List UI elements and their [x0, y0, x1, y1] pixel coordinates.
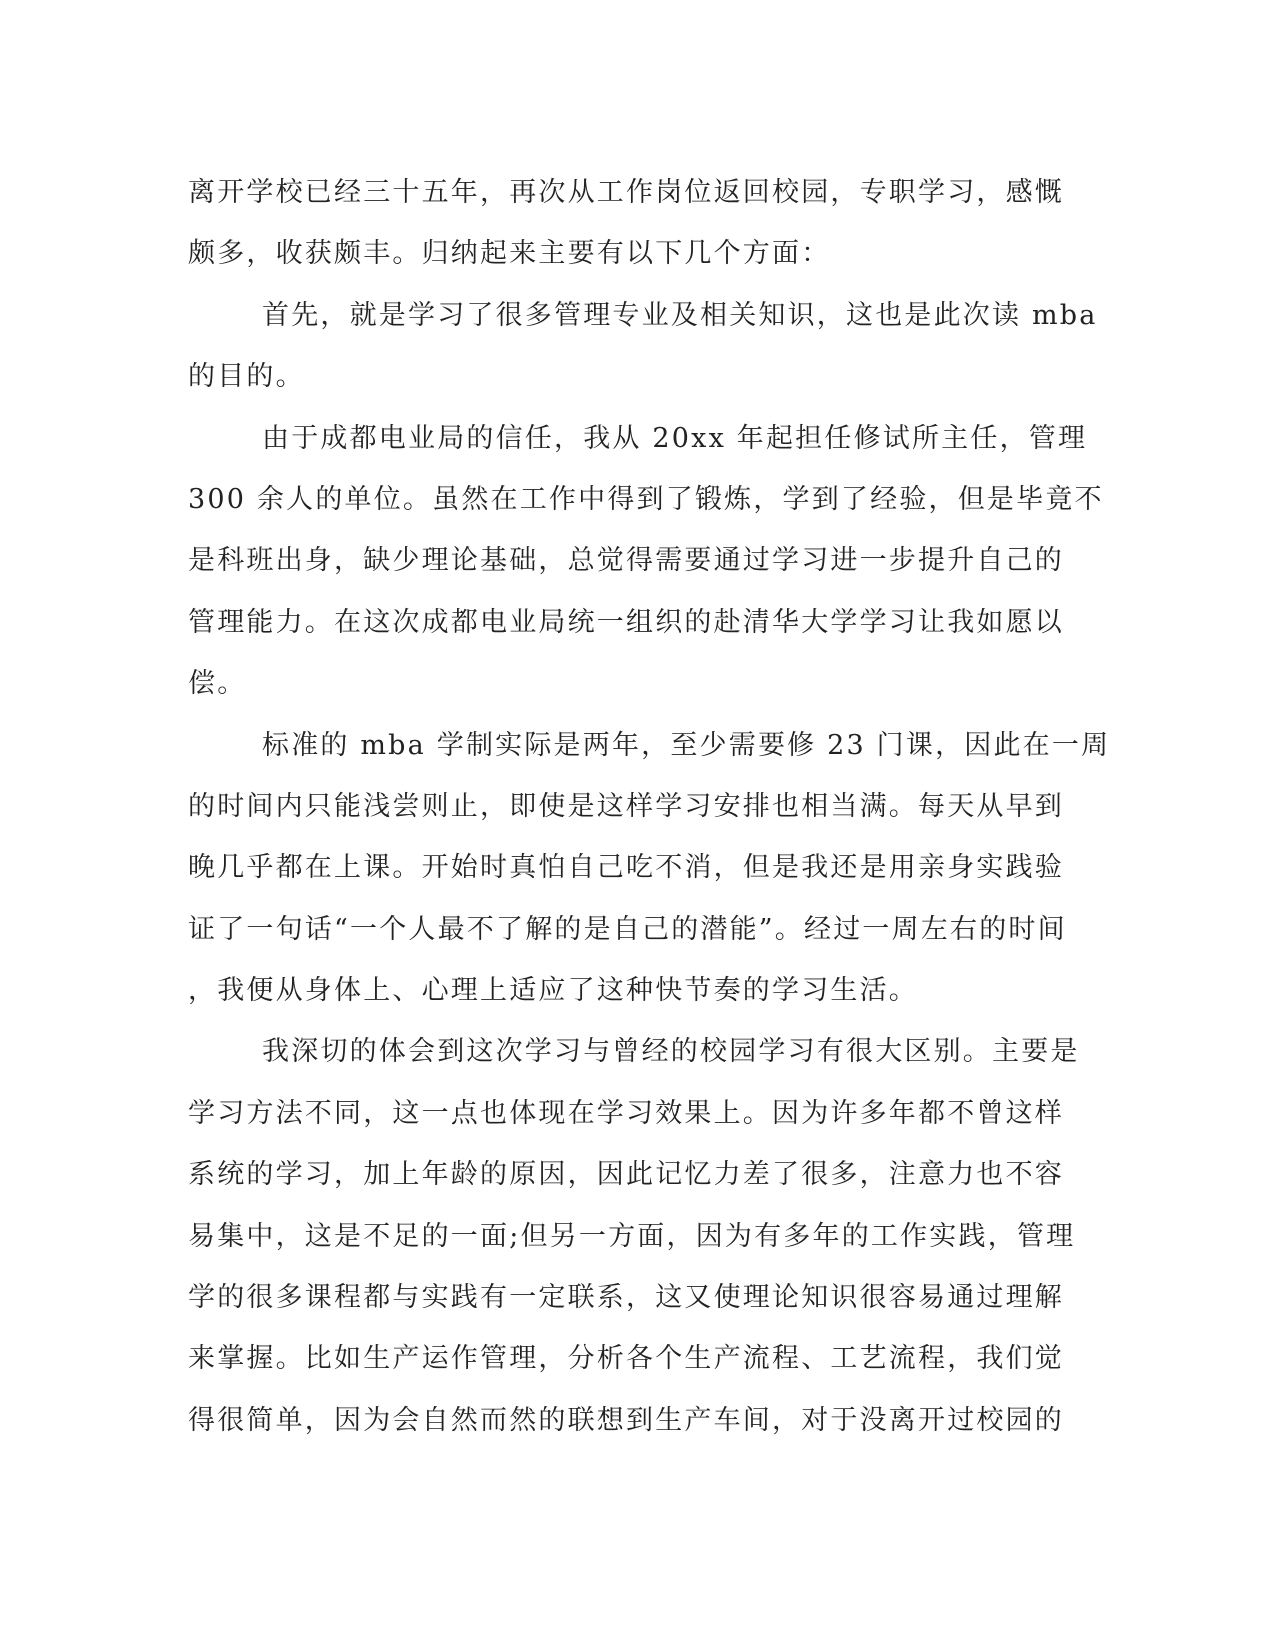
text-line: 系统的学习，加上年龄的原因，因此记忆力差了很多，注意力也不容: [188, 1159, 1064, 1191]
text-line: 颇多，收获颇丰。归纳起来主要有以下几个方面：: [188, 238, 831, 270]
text-line: ，我便从身体上、心理上适应了这种快节奏的学习生活。: [188, 975, 918, 1007]
body-text: [188, 162, 1111, 1451]
text-line: 我深切的体会到这次学习与曾经的校园学习有很大区别。主要是: [262, 1036, 1080, 1068]
text-line: 得很简单，因为会自然而然的联想到生产车间，对于没离开过校园的: [188, 1404, 1064, 1436]
text-line: 首先，就是学习了很多管理专业及相关知识，这也是此次读 mba: [262, 299, 1098, 331]
text-line: 的目的。: [188, 361, 305, 393]
text-line: 标准的 mba 学制实际是两年，至少需要修 23 门课，因此在一周: [262, 729, 1111, 761]
text-line: 晚几乎都在上课。开始时真怕自己吃不消，但是我还是用亲身实践验: [188, 852, 1064, 884]
text-line: 证了一句话“一个人最不了解的是自己的潜能”。经过一周左右的时间: [188, 913, 1067, 945]
text-line: 学的很多课程都与实践有一定联系，这又使理论知识很容易通过理解: [188, 1282, 1064, 1314]
text-line: 由于成都电业局的信任，我从 20xx 年起担任修试所主任，管理: [262, 422, 1088, 454]
text-line: 是科班出身，缺少理论基础，总觉得需要通过学习进一步提升自己的: [188, 545, 1064, 577]
text-line: 离开学校已经三十五年，再次从工作岗位返回校园，专职学习，感慨: [188, 177, 1064, 208]
text-line: 的时间内只能浅尝则止，即使是这样学习安排也相当满。每天从早到: [188, 790, 1064, 822]
text-line: 300 余人的单位。虽然在工作中得到了锻炼，学到了经验，但是毕竟不: [188, 483, 1104, 515]
text-line: 学习方法不同，这一点也体现在学习效果上。因为许多年都不曾这样: [188, 1097, 1064, 1129]
text-line: 管理能力。在这次成都电业局统一组织的赴清华大学学习让我如愿以: [188, 606, 1064, 638]
text-line: 偿。: [188, 668, 247, 700]
text-line: 来掌握。比如生产运作管理，分析各个生产流程、工艺流程，我们觉: [188, 1343, 1064, 1375]
text-line: 易集中，这是不足的一面;但另一方面，因为有多年的工作实践，管理: [188, 1220, 1076, 1252]
